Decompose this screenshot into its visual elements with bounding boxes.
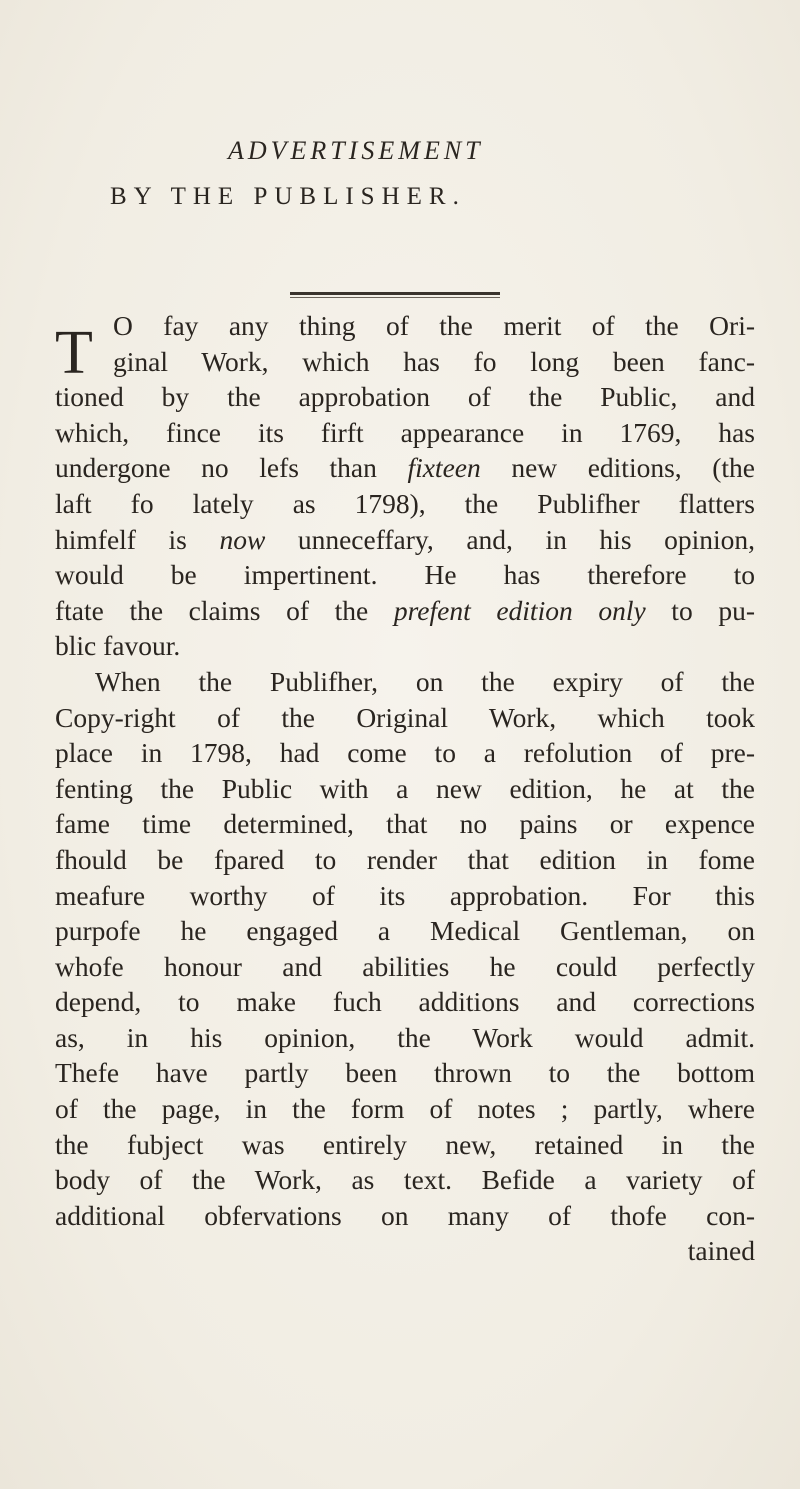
catchword: tained [687, 1235, 755, 1267]
ornamental-rule-thin [290, 297, 500, 298]
ornamental-rule [290, 292, 500, 295]
text-line: would be impertinent. He has therefore to [55, 559, 755, 591]
text-line: which, fince its firft appearance in 1769, has [55, 416, 755, 448]
text-line: fame time determined, that no pains or expence [55, 808, 755, 840]
italic-phrase: prefent edition only [393, 594, 646, 626]
text-line: Thefe have partly been thrown to the bottom [55, 1057, 755, 1089]
text-line: purpofe he engaged a Medical Gentleman, on [55, 915, 755, 947]
italic-phrase: now [219, 523, 266, 555]
text-line: body of the Work, as text. Befide a variety of [55, 1164, 755, 1196]
text-line: blic favour. [55, 630, 181, 662]
text-line: place in 1798, had come to a refolution of pre- [55, 737, 755, 769]
text-line: fenting the Public with a new edition, he at the [55, 772, 755, 804]
italic-phrase: fixteen [407, 452, 481, 484]
page-subtitle: BY THE PUBLISHER. [110, 183, 466, 210]
text-line: himfelf is now unneceffary, and, in his opinion, [55, 523, 755, 555]
text-line: O fay any thing of the merit of the Ori- [113, 310, 755, 341]
text-line: additional obfervations on many of thofe con- [55, 1199, 755, 1231]
page-title: ADVERTISEMENT [228, 136, 484, 165]
text-line: ftate the claims of the prefent edition only to pu- [55, 594, 755, 626]
text-line: depend, to make fuch additions and corrections [55, 986, 755, 1018]
text-line: When the Publifher, on the expiry of the [95, 665, 755, 697]
drop-cap: T [55, 319, 93, 387]
body-text [55, 308, 755, 1269]
text-line: whofe honour and abilities he could perfectly [55, 950, 755, 982]
text-line: fhould be fpared to render that edition in fome [55, 843, 755, 875]
text-line: as, in his opinion, the Work would admit. [55, 1021, 755, 1053]
text-line: laft fo lately as 1798), the Publifher flatters [55, 487, 755, 519]
text-line: meafure worthy of its approbation. For this [55, 879, 755, 911]
text-line: ginal Work, which has fo long been fanc- [113, 345, 755, 377]
text-line: of the page, in the form of notes ; partly, where [55, 1093, 755, 1125]
text-line: tioned by the approbation of the Public, and [55, 381, 755, 413]
text-line: Copy-right of the Original Work, which took [55, 701, 755, 733]
text-line: undergone no lefs than fixteen new editions, (the [55, 452, 755, 484]
text-line: the fubject was entirely new, retained in the [55, 1128, 755, 1160]
